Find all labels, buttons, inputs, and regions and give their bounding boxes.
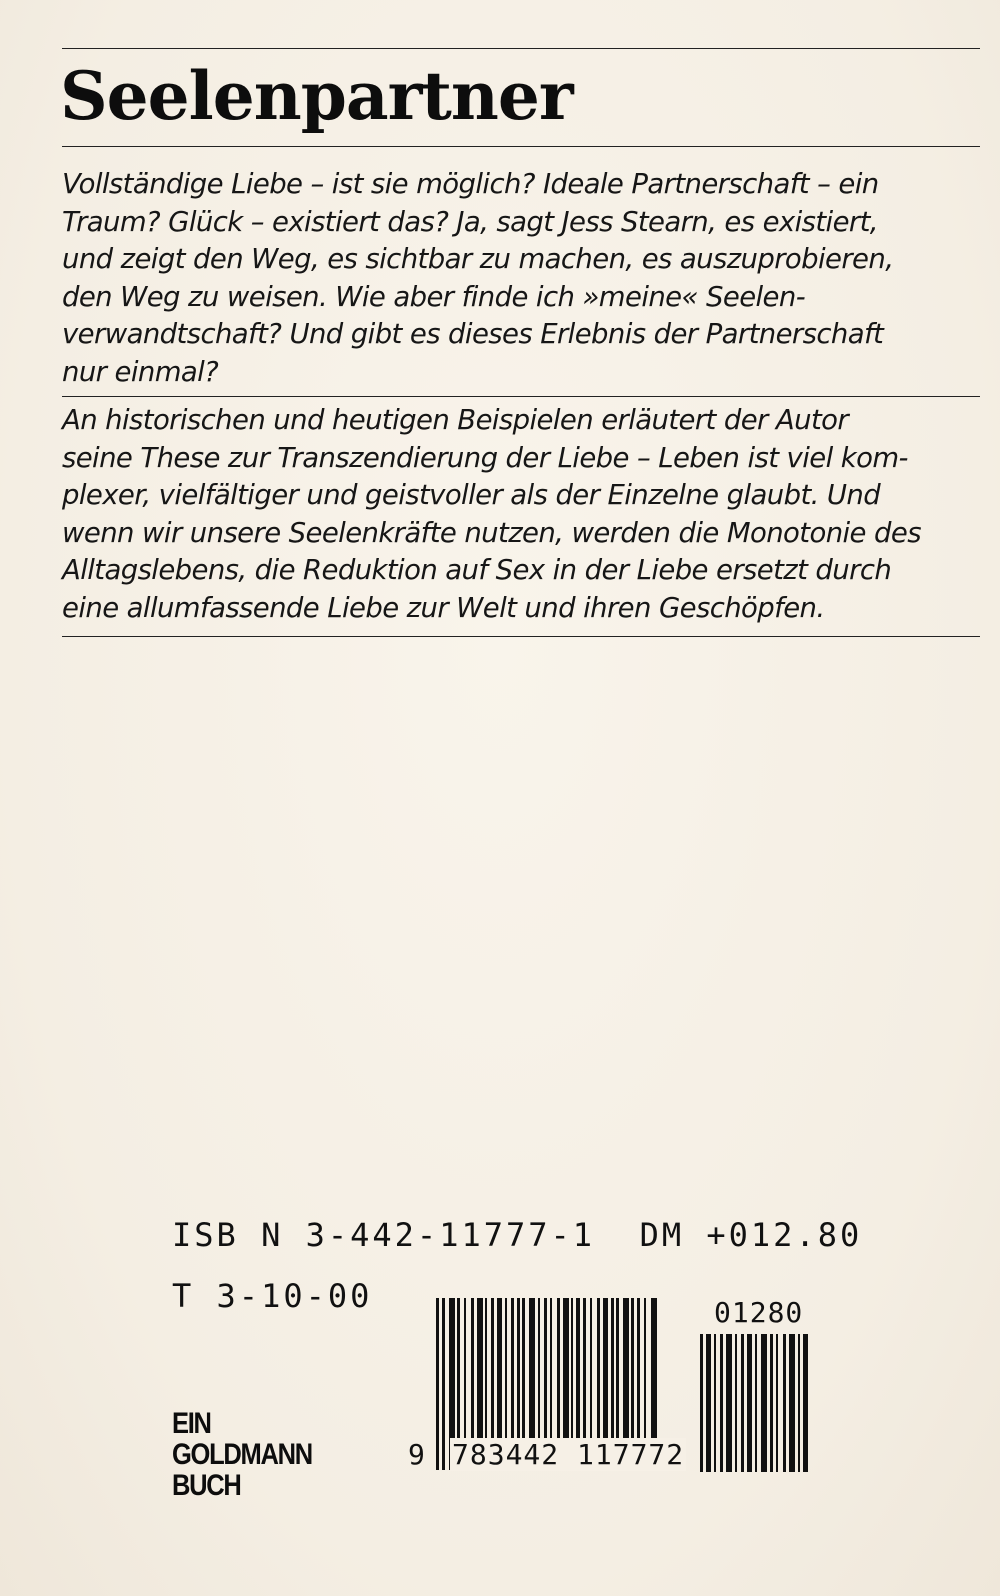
barcode-bar (783, 1334, 786, 1472)
ean-digits: 783442 117772 (452, 1438, 685, 1471)
blurb-line: eine allumfassende Liebe zur Welt und ihren Geschöpfen. (62, 591, 825, 624)
blurb-line: Vollständige Liebe – ist sie möglich? Ideale Partnerschaft – ein (62, 168, 879, 200)
barcode-bar (714, 1334, 716, 1472)
addon-barcode (700, 1334, 826, 1472)
book-title: Seelenpartner (60, 57, 573, 135)
barcode-bar (776, 1334, 778, 1472)
barcode-bar (798, 1334, 800, 1472)
blurb-line: seine These zur Transzendierung der Liebe – Leben ist viel kom- (62, 441, 908, 474)
publisher-logo (172, 1408, 337, 1501)
blurb-line: wenn wir unsere Seelenkräfte nutzen, werden die Monotonie des (62, 516, 921, 549)
blurb-line: Traum? Glück – existiert das? Ja, sagt Jess Stearn, es existiert, (62, 205, 878, 238)
paragraph-divider (62, 396, 980, 397)
title-rule (62, 146, 980, 147)
blurb-line: plexer, vielfältiger und geistvoller als der Einzelne glaubt. Und (62, 479, 881, 511)
barcode-bar (720, 1334, 723, 1472)
barcode-bar (761, 1334, 767, 1472)
blurb-line: und zeigt den Weg, es sichtbar zu machen, es auszuprobieren, (62, 243, 894, 275)
addon-barcode-bars (700, 1334, 826, 1472)
isbn-price-line: ISB N 3-442-11777-1 DM +012.80 (172, 1216, 863, 1254)
barcode-bar (747, 1334, 752, 1472)
barcode-bar (706, 1334, 711, 1472)
barcode-bar (726, 1334, 732, 1472)
ean-first-digit: 9 (408, 1438, 426, 1471)
blurb-paragraph-2 (62, 402, 982, 627)
addon-digits: 01280 (714, 1296, 804, 1329)
bottom-rule (62, 636, 980, 637)
barcode-bar (755, 1334, 757, 1472)
publisher-line: GOLDMANN (172, 1438, 312, 1471)
barcode-bar (770, 1334, 773, 1472)
top-rule (62, 48, 980, 49)
barcode-bar (803, 1334, 808, 1472)
publisher-line: BUCH (172, 1469, 241, 1502)
publisher-line: EIN (172, 1407, 211, 1440)
barcode-bar (700, 1334, 703, 1472)
blurb-line: nur einmal? (62, 355, 219, 388)
blurb-line: Alltagslebens, die Reduktion auf Sex in der Liebe ersetzt durch (62, 554, 892, 586)
barcode-bar (735, 1334, 737, 1472)
barcode-bar (741, 1334, 744, 1472)
blurb-paragraph-1 (62, 166, 982, 391)
barcode-bar (436, 1298, 439, 1470)
code-line: T 3-10-00 (172, 1277, 373, 1315)
barcode-bar (442, 1298, 445, 1470)
blurb-line: den Weg zu weisen. Wie aber finde ich »meine« Seelen- (62, 280, 806, 313)
blurb-line: An historischen und heutigen Beispielen erläutert der Autor (62, 404, 849, 436)
blurb-line: verwandtschaft? Und gibt es dieses Erlebnis der Partnerschaft (62, 318, 884, 350)
barcode-bar (789, 1334, 795, 1472)
